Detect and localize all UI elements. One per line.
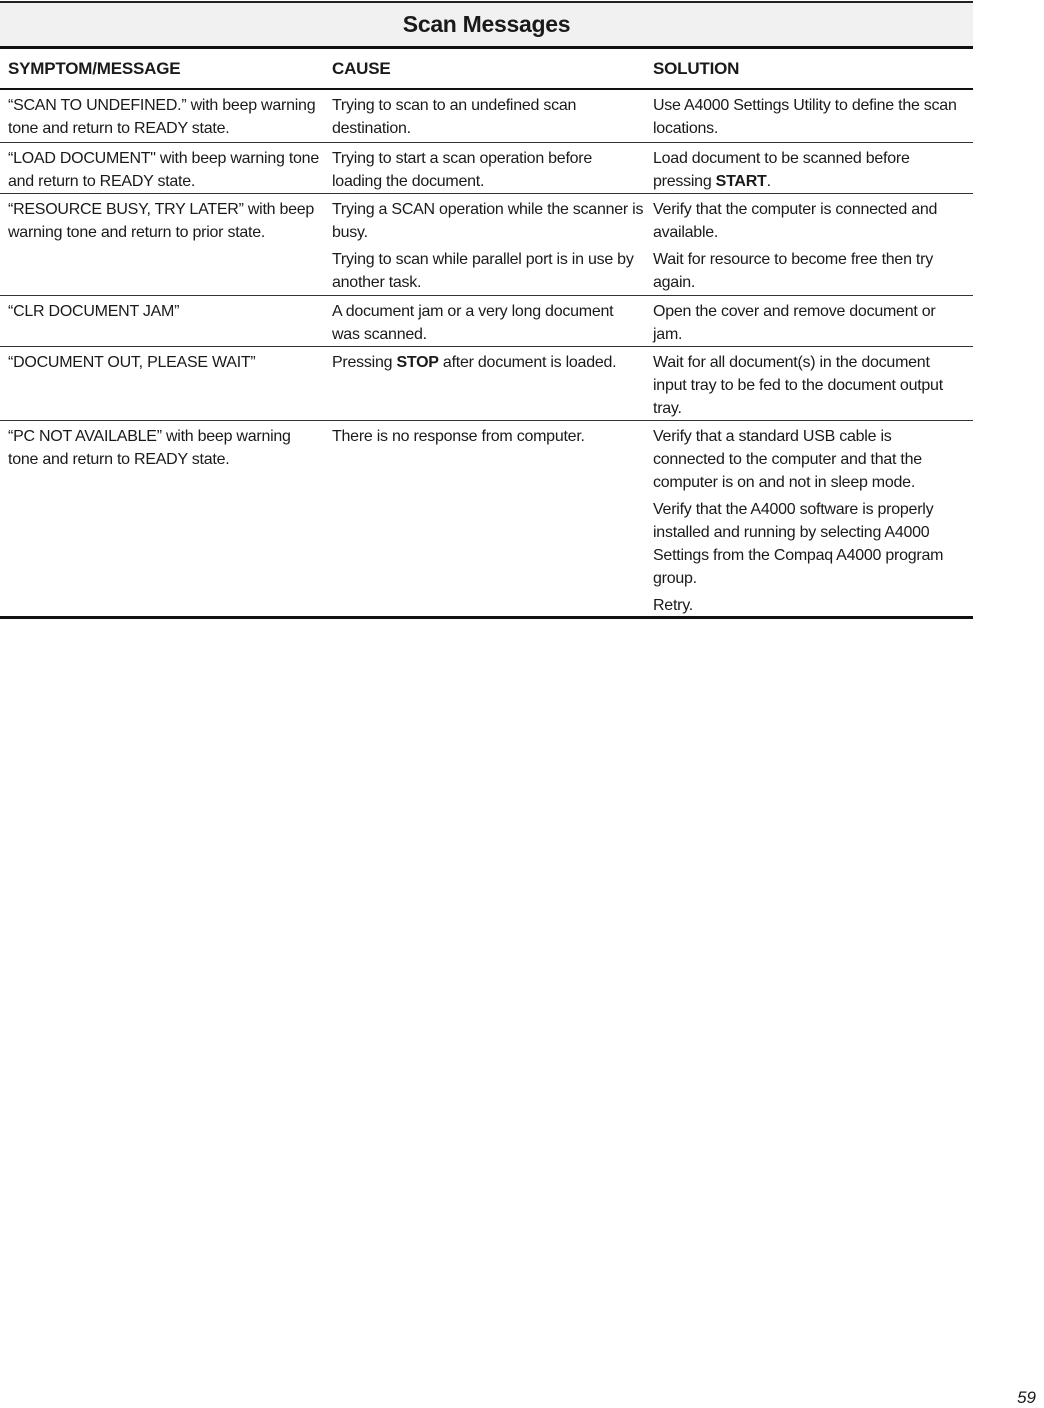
solution-text: Use A4000 Settings Utility to define the scan locations.: [653, 97, 957, 137]
cause-text: Trying to scan to an undefined scan destination.: [332, 97, 577, 137]
table-row: [0, 194, 973, 296]
solution-cell: [645, 421, 973, 616]
solution-cell: [645, 90, 973, 142]
table-row: [0, 143, 973, 194]
solution-text: Wait for all document(s) in the document input tray to be fed to the document output tray.: [653, 354, 943, 417]
header-cause: CAUSE: [332, 58, 391, 78]
cause-cell: [324, 296, 645, 346]
table-title: Scan Messages: [0, 1, 973, 49]
solution-cell: [645, 347, 973, 420]
symptom-cell: “RESOURCE BUSY, TRY LATER” with beep warning tone and return to prior state.: [8, 201, 315, 241]
cause-cell: [324, 143, 645, 193]
cause-cell: [324, 421, 645, 616]
symptom-cell: “CLR DOCUMENT JAM”: [8, 303, 180, 320]
solution-text: [653, 147, 959, 193]
solution-text: Open the cover and remove document or jam.: [653, 303, 936, 343]
symptom-cell: “PC NOT AVAILABLE” with beep warning tone and return to READY state.: [8, 428, 291, 468]
solution-text: Retry.: [653, 597, 693, 614]
solution-text: Verify that a standard USB cable is connected to the computer and that the computer is on and not in sleep mode.: [653, 428, 922, 491]
solution-cell: [645, 194, 973, 295]
table-row: [0, 347, 973, 421]
table-row: [0, 90, 973, 143]
solution-text: Wait for resource to become free then try again.: [653, 251, 933, 291]
header-solution: SOLUTION: [653, 58, 740, 78]
table-row: [0, 296, 973, 347]
start-key-label: START: [715, 173, 767, 190]
table-header-row: [0, 49, 973, 90]
cause-cell: [324, 90, 645, 142]
solution-cell: [645, 296, 973, 346]
solution-text-start: Load document to be scanned before pressing: [653, 150, 910, 190]
symptom-cell: “LOAD DOCUMENT" with beep warning tone and return to READY state.: [8, 150, 319, 190]
scan-messages-table: [0, 0, 973, 619]
solution-text: Verify that the computer is connected and available.: [653, 201, 938, 241]
symptom-cell: “DOCUMENT OUT, PLEASE WAIT”: [8, 354, 256, 371]
header-symptom: SYMPTOM/MESSAGE: [8, 58, 181, 78]
cause-text: Trying to start a scan operation before loading the document.: [332, 150, 593, 190]
cause-text: Trying to scan while parallel port is in use by another task.: [332, 251, 634, 291]
symptom-cell: “SCAN TO UNDEFINED.” with beep warning tone and return to READY state.: [8, 97, 316, 137]
cause-text-start: Pressing: [332, 354, 397, 371]
cause-text: There is no response from computer.: [332, 428, 585, 445]
solution-text: Verify that the A4000 software is properly installed and running by selecting A4000 Settings from the Compaq A4000 program group.: [653, 501, 944, 587]
cause-text-end: after document is loaded.: [438, 354, 617, 371]
cause-cell: [324, 347, 645, 420]
cause-text: Trying a SCAN operation while the scanner is busy.: [332, 201, 644, 241]
solution-cell: [645, 143, 973, 193]
cause-cell: [324, 194, 645, 295]
table-row: [0, 421, 973, 619]
stop-key-label: STOP: [396, 354, 439, 371]
page-number: 59: [1017, 1388, 1036, 1407]
cause-text: [332, 351, 645, 374]
solution-text-end: .: [766, 173, 771, 190]
cause-text: A document jam or a very long document was scanned.: [332, 303, 614, 343]
